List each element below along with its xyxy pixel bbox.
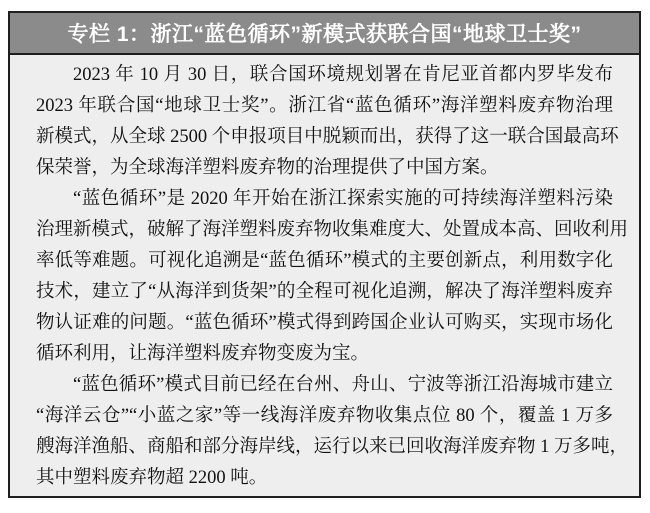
text-line: “海洋云仓”“小蓝之家”等一线海洋废弃物收集点位 80 个，覆盖 1 万多 <box>36 406 613 426</box>
text-line: 2023 年 10 月 30 日，联合国环境规划署在肯尼亚首都内罗毕发布 <box>73 65 613 85</box>
text-line: 治理新模式，破解了海洋塑料废弃物收集难度大、处置成本高、回收利用 <box>36 220 629 240</box>
text-line: 保荣誉，为全球海洋塑料废弃物的治理提供了中国方案。 <box>36 158 499 178</box>
panel-title: 专栏 1：浙江“蓝色循环”新模式获联合国“地球卫士奖” <box>67 23 582 46</box>
text-line: 循环利用，让海洋塑料废弃物变废为宝。 <box>36 344 370 364</box>
panel-header <box>10 13 639 55</box>
text-line: 2023 年联合国“地球卫士奖”。浙江省“蓝色循环”海洋塑料废弃物治理 <box>36 96 613 116</box>
text-line: 技术，建立了“从海洋到货架”的全程可视化追溯，解决了海洋塑料废弃 <box>36 282 613 302</box>
text-line: 物认证难的问题。“蓝色循环”模式得到跨国企业认可购买，实现市场化 <box>36 313 613 333</box>
text-line: 率低等难题。可视化追溯是“蓝色循环”模式的主要创新点，利用数字化 <box>36 251 613 271</box>
text-line: 其中塑料废弃物超 2200 吨。 <box>36 468 268 488</box>
column-box-panel <box>8 11 641 498</box>
panel-body <box>10 55 639 494</box>
text-line: “蓝色循环”是 2020 年开始在浙江探索实施的可持续海洋塑料污染 <box>73 189 613 209</box>
text-line: 艘海洋渔船、商船和部分海岸线，运行以来已回收海洋废弃物 1 万多吨， <box>36 437 629 457</box>
text-line: 新模式，从全球 2500 个申报项目中脱颖而出，获得了这一联合国最高环 <box>36 127 619 147</box>
text-line: “蓝色循环”模式目前已经在台州、舟山、宁波等浙江沿海城市建立 <box>73 375 613 395</box>
